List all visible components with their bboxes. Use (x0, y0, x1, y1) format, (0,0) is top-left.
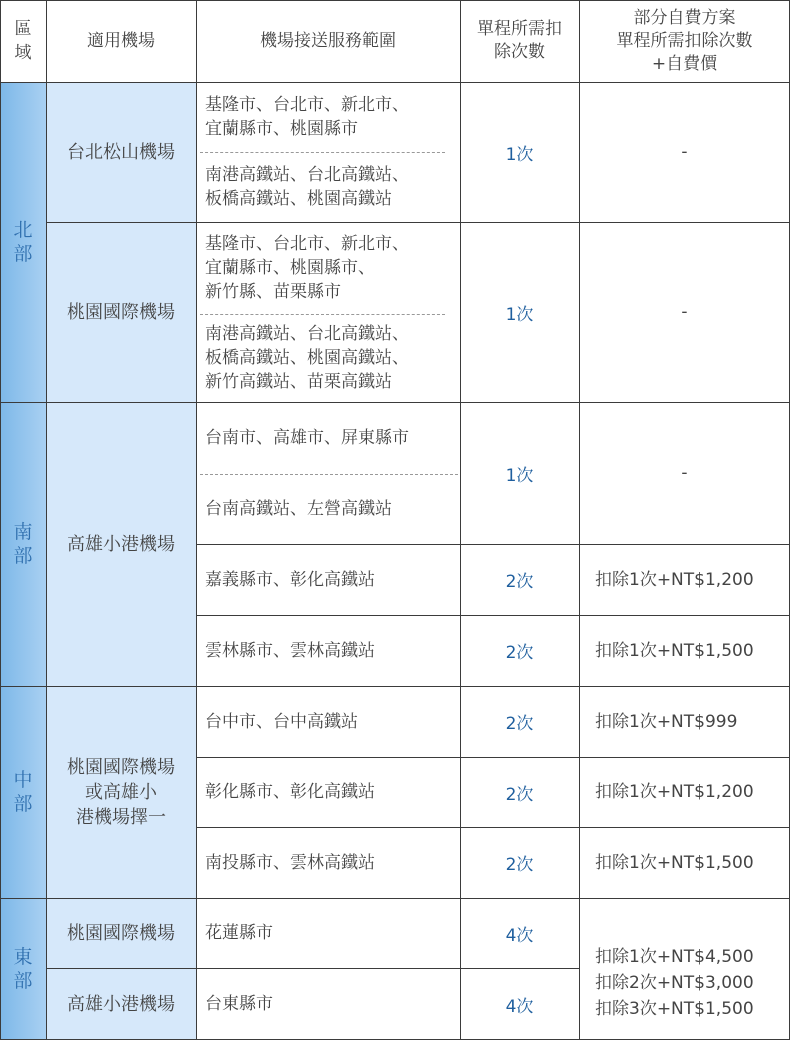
east-price-line3: 扣除3次+NT$1,500 (595, 999, 754, 1019)
taoyuan-area-line1: 基隆市、台北市、新北市、 (205, 234, 409, 254)
songshan-area-line2: 宜蘭縣市、桃園縣市 (205, 119, 358, 139)
airport-taoyuan: 桃園國際機場 (46, 222, 196, 402)
e2-count: 4次 (505, 996, 534, 1017)
region-north (0, 82, 46, 402)
taoyuan-area-line2: 宜蘭縣市、桃園縣市、 (205, 258, 375, 278)
grid-line (0, 686, 790, 687)
songshan-station-line1: 南港高鐵站、台北高鐵站、 (205, 165, 409, 185)
grid-line (460, 0, 461, 1040)
east-price-line2: 扣除2次+NT$3,000 (595, 973, 754, 993)
east-price (579, 898, 790, 1040)
c3-count: 2次 (505, 855, 534, 875)
kh1-price: - (681, 463, 688, 483)
region-south (0, 402, 46, 686)
count-header-text: 單程所需扣除次數 (477, 19, 562, 62)
airport-central (46, 686, 196, 898)
dashed-separator (200, 314, 445, 315)
grid-line (0, 402, 790, 403)
taoyuan-area-line3: 新竹縣、苗栗縣市 (205, 282, 341, 302)
region-east-label: 東部 (13, 946, 33, 992)
taoyuan-count: 1次 (505, 304, 534, 325)
kh3-area: 雲林縣市、雲林高鐵站 (205, 640, 375, 661)
songshan-area-line1: 基隆市、台北市、新北市、 (205, 95, 409, 115)
c3-area: 南投縣市、雲林高鐵站 (205, 852, 375, 873)
songshan-station-line2: 板橋高鐵站、桃園高鐵站 (205, 189, 392, 209)
partial-header-line1: 部分自費方案 (633, 7, 736, 28)
region-central-label: 中部 (13, 769, 33, 815)
region-header-cell (0, 0, 46, 82)
dashed-separator (200, 474, 458, 475)
songshan-area-stations (196, 152, 460, 222)
c2-price: 扣除1次+NT$1,200 (595, 782, 754, 802)
region-north-label: 北部 (13, 219, 33, 265)
kh2-area: 嘉義縣市、彰化高鐵站 (205, 569, 375, 590)
e1-area: 花蓮縣市 (205, 923, 273, 943)
east-price-line1: 扣除1次+NT$4,500 (595, 947, 754, 967)
grid-line (0, 0, 1, 1040)
c1-area: 台中市、台中高鐵站 (205, 711, 358, 732)
kh1-area-cities: 台南市、高雄市、屏東縣市 (205, 428, 409, 448)
grid-line (579, 0, 580, 1040)
kh1-count: 1次 (505, 465, 534, 486)
airport-kaohsiung: 高雄小港機場 (46, 402, 196, 686)
taoyuan-area-stations (196, 314, 460, 402)
airport-east-taoyuan: 桃園國際機場 (46, 898, 196, 968)
kh3-price: 扣除1次+NT$1,500 (595, 640, 754, 661)
region-east (0, 898, 46, 1040)
kh1-area-stations: 台南高鐵站、左營高鐵站 (205, 499, 392, 519)
songshan-area-cities (196, 82, 460, 152)
grid-line (196, 544, 790, 545)
taoyuan-station-line3: 新竹高鐵站、苗栗高鐵站 (205, 372, 392, 392)
taoyuan-station-line1: 南港高鐵站、台北高鐵站、 (205, 324, 409, 344)
grid-line (0, 82, 790, 83)
count-header (460, 0, 579, 82)
region-south-label: 南部 (13, 521, 33, 567)
taoyuan-station-line2: 板橋高鐵站、桃園高鐵站、 (205, 348, 409, 368)
dashed-separator (200, 152, 445, 153)
songshan-count: 1次 (505, 144, 534, 165)
grid-line (196, 757, 790, 758)
airport-central-line2: 或高雄小 (85, 781, 157, 803)
e1-count: 4次 (505, 925, 534, 946)
airport-header: 適用機場 (87, 30, 155, 51)
songshan-price: - (681, 142, 688, 162)
region-central (0, 686, 46, 898)
grid-line (46, 968, 579, 969)
grid-line (0, 898, 790, 899)
grid-line (0, 0, 790, 1)
airport-east-kaohsiung: 高雄小港機場 (46, 968, 196, 1040)
partial-header (579, 0, 790, 82)
grid-line (196, 0, 197, 1040)
region-header: 區域 (14, 19, 32, 63)
grid-line (46, 0, 47, 1040)
grid-line (196, 827, 790, 828)
c2-area: 彰化縣市、彰化高鐵站 (205, 782, 375, 802)
kh2-price: 扣除1次+NT$1,200 (595, 569, 754, 590)
airport-central-line3: 港機場擇一 (76, 806, 166, 828)
partial-header-line2: 單程所需扣除次數 (616, 30, 753, 51)
partial-header-line3: +自費價 (651, 53, 718, 74)
grid-line (46, 222, 790, 223)
kh3-count: 2次 (505, 643, 534, 663)
taoyuan-price: - (681, 302, 688, 322)
c1-count: 2次 (505, 714, 534, 734)
grid-line (196, 615, 790, 616)
airport-songshan: 台北松山機場 (46, 82, 196, 222)
c1-price: 扣除1次+NT$999 (595, 711, 738, 732)
area-header: 機場接送服務範圍 (260, 30, 396, 51)
taoyuan-area-cities (196, 222, 460, 314)
e2-area: 台東縣市 (205, 994, 273, 1014)
c2-count: 2次 (505, 784, 534, 805)
kh2-count: 2次 (505, 572, 534, 592)
airport-central-line1: 桃園國際機場 (67, 756, 175, 778)
c3-price: 扣除1次+NT$1,500 (595, 852, 754, 873)
